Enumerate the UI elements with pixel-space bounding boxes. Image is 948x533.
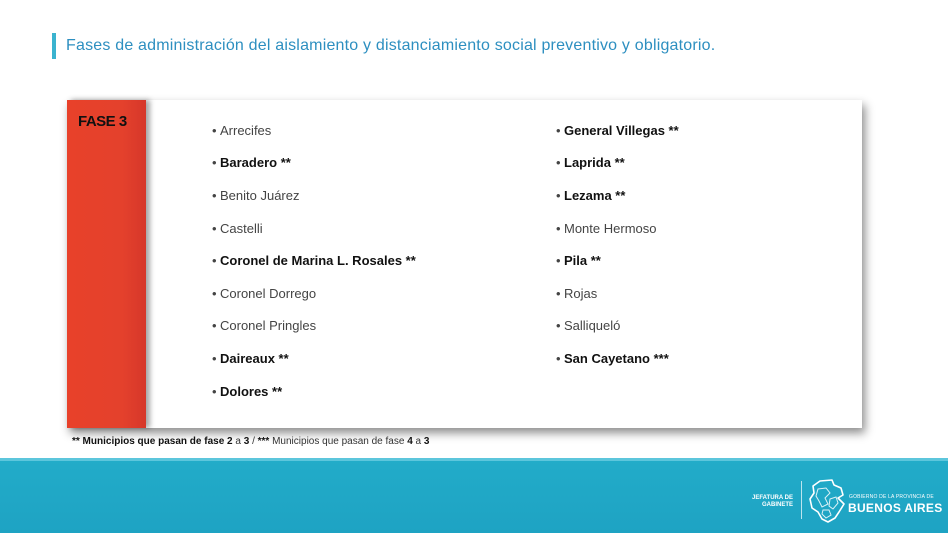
bullet-glyph: • xyxy=(556,253,561,269)
municipality-name: Pila ** xyxy=(564,253,601,269)
municipality-item xyxy=(556,310,679,343)
header xyxy=(52,33,715,59)
municipality-name: Laprida ** xyxy=(564,155,625,171)
municipality-list-left xyxy=(212,114,416,407)
municipality-name: Arrecifes xyxy=(220,122,272,138)
bullet-glyph: • xyxy=(556,220,561,236)
phase-label: FASE 3 xyxy=(78,113,127,130)
municipality-name: Rojas xyxy=(564,285,598,301)
municipality-item xyxy=(556,212,679,245)
municipality-name: Dolores ** xyxy=(220,383,283,399)
jefatura-line-1: JEFATURA DE xyxy=(752,495,794,501)
bullet-glyph: • xyxy=(212,318,217,334)
bullet-glyph: • xyxy=(212,155,217,171)
municipality-item xyxy=(212,342,416,375)
jefatura-logo xyxy=(752,495,793,509)
municipality-item xyxy=(212,147,416,180)
municipality-name: Coronel de Marina L. Rosales ** xyxy=(220,253,416,269)
municipality-name: Coronel Dorrego xyxy=(220,285,317,301)
municipality-name: Castelli xyxy=(220,220,263,236)
municipality-name: General Villegas ** xyxy=(564,122,679,138)
municipality-name: Monte Hermoso xyxy=(564,220,657,236)
municipality-name: Baradero ** xyxy=(220,155,291,171)
municipality-item xyxy=(556,244,679,277)
municipality-item xyxy=(212,310,416,343)
title-accent-bar xyxy=(52,33,56,59)
bullet-glyph: • xyxy=(556,122,561,138)
footnote-to-1: 3 xyxy=(243,436,250,447)
municipality-item xyxy=(556,342,679,375)
footnote-a-1: a xyxy=(232,436,244,447)
footnote-from-2: 4 xyxy=(407,436,413,447)
municipality-item xyxy=(212,114,416,147)
municipality-item xyxy=(556,277,679,310)
municipality-item xyxy=(212,375,416,408)
bullet-glyph: • xyxy=(212,253,217,269)
bullet-glyph: • xyxy=(212,187,217,203)
bullet-glyph: • xyxy=(212,285,217,301)
page-title: Fases de administración del aislamiento y distanciamiento social preventivo y obligatorio. xyxy=(66,37,716,54)
footnote-from-1: 2 xyxy=(227,436,233,447)
municipality-item xyxy=(212,244,416,277)
gov-big-text: BUENOS AIRES xyxy=(848,501,943,515)
municipality-name: Daireaux ** xyxy=(220,350,289,366)
municipality-name: Lezama ** xyxy=(564,187,626,203)
footnote xyxy=(72,436,429,447)
footer-band xyxy=(0,458,948,533)
phase-red-band xyxy=(67,100,146,428)
logo-divider xyxy=(801,481,802,519)
municipality-item xyxy=(556,147,679,180)
bullet-glyph: • xyxy=(212,122,217,138)
municipality-name: San Cayetano *** xyxy=(564,350,669,366)
bullet-glyph: • xyxy=(212,220,217,236)
municipality-item xyxy=(556,114,679,147)
bullet-glyph: • xyxy=(556,318,561,334)
municipality-name: Salliqueló xyxy=(564,318,621,334)
footer-top-line xyxy=(0,458,948,461)
footnote-to-2: 3 xyxy=(423,436,430,447)
phase-card xyxy=(67,100,862,428)
footnote-text-2: Municipios que pasan de fase xyxy=(269,436,408,447)
municipality-item xyxy=(556,179,679,212)
municipality-item xyxy=(212,179,416,212)
province-map-icon xyxy=(808,479,846,523)
footnote-stars: ** Municipios que pasan de fase xyxy=(72,436,228,447)
footnote-sep: / xyxy=(249,436,258,447)
bullet-glyph: • xyxy=(556,285,561,301)
footnote-stars-2: *** xyxy=(257,436,270,447)
municipality-name: Benito Juárez xyxy=(220,187,300,203)
bullet-glyph: • xyxy=(556,350,561,366)
footnote-a-2: a xyxy=(412,436,424,447)
bullet-glyph: • xyxy=(556,187,561,203)
municipality-list-right xyxy=(556,114,679,375)
municipality-item xyxy=(212,277,416,310)
municipality-name: Coronel Pringles xyxy=(220,318,317,334)
bullet-glyph: • xyxy=(212,350,217,366)
jefatura-line-2: GABINETE xyxy=(762,502,794,508)
municipality-item xyxy=(212,212,416,245)
bullet-glyph: • xyxy=(212,383,217,399)
bullet-glyph: • xyxy=(556,155,561,171)
gov-small-text: GOBIERNO DE LA PROVINCIA DE xyxy=(849,494,934,500)
